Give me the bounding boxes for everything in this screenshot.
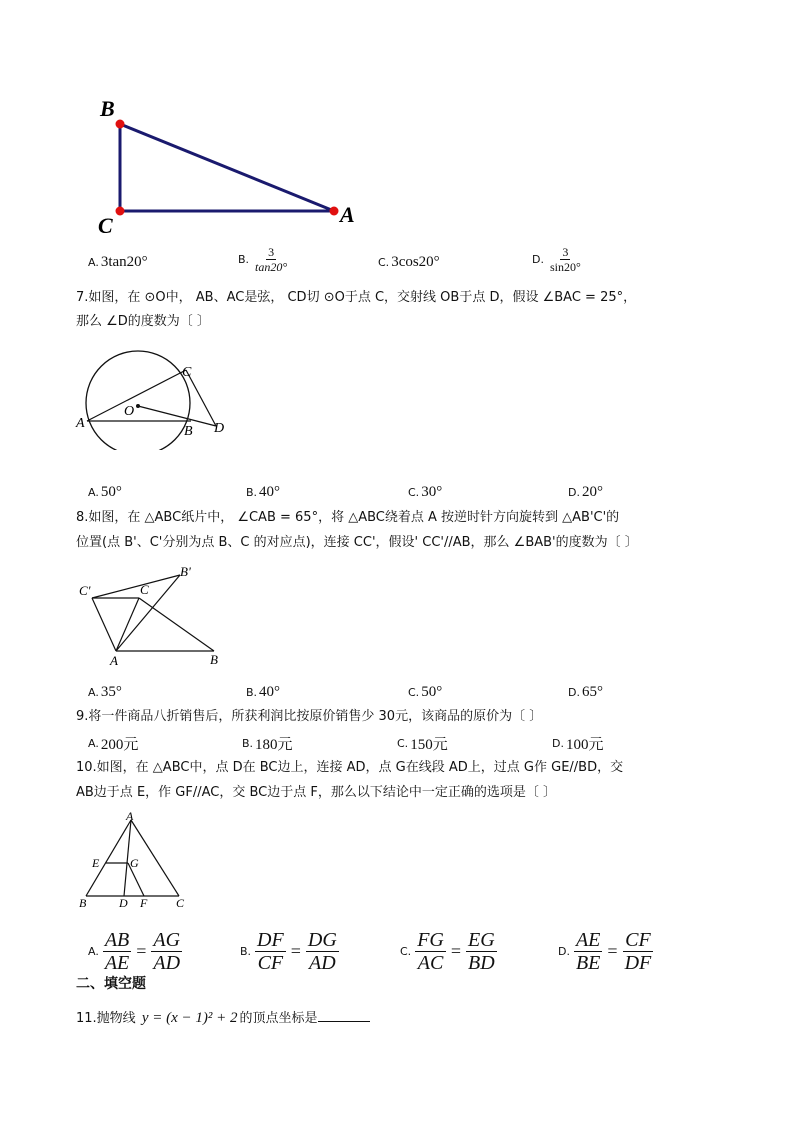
svg-text:C: C <box>182 365 192 380</box>
q10-option-c[interactable]: C. $\frac{FG}{AC}$ = $\frac{EG}{BD}$ <box>400 929 495 974</box>
q6-b-fraction: $\frac{3}{\tan 20^\circ}$ <box>255 245 288 274</box>
q8-option-b[interactable]: B. 40° <box>246 684 281 700</box>
q6-d-fraction: $\frac{3}{\sin 20^\circ}$ <box>549 245 581 274</box>
svg-text:G: G <box>130 856 139 870</box>
vertex-c-label: C <box>98 213 113 238</box>
triangle-bca-figure <box>90 90 380 240</box>
circle-tangent-figure <box>74 350 244 450</box>
q6-option-b[interactable]: B. $\frac{3}{\tan 20^\circ}$ <box>238 245 288 274</box>
q6-option-a[interactable]: A. 3tan20° <box>88 254 148 270</box>
q10-text-line2: AB边于点 E，作 GF//AC，交 BC边于点 F，那么以下结论中一定正确的选项是〔 〕 <box>76 785 556 800</box>
q7-option-c[interactable]: C. 30° <box>408 484 443 500</box>
vertex-b-label: B <box>100 96 115 121</box>
section-title: 二、填空题 <box>76 976 146 992</box>
svg-text:A: A <box>126 809 134 823</box>
q10-text-line1: 10.如图，在 △ABC中，点 D在 BC边上，连接 AD，点 G在线段 AD上，过点 G作 GE//BD，交 <box>76 760 624 775</box>
svg-text:B': B' <box>180 564 191 579</box>
q9-option-b[interactable]: B. 180元 <box>242 737 293 753</box>
svg-text:D: D <box>214 421 225 436</box>
svg-text:B: B <box>184 424 193 439</box>
q11-text: 11.抛物线 y = (x − 1)² + 2 的顶点坐标是 <box>76 1007 370 1029</box>
q7-text-line2: 那么 ∠D的度数为〔 〕 <box>76 314 210 329</box>
svg-text:O: O <box>124 404 135 419</box>
q10-option-a[interactable]: A. $\frac{AB}{AE}$ = $\frac{AG}{AD}$ <box>88 929 181 974</box>
q11-formula: y = (x − 1)² + 2 <box>141 1010 238 1026</box>
q7-option-d[interactable]: D. 20° <box>568 484 603 500</box>
q9-text-line1: 9.将一件商品八折销售后，所获利润比按原价销售少 30元，该商品的原价为〔 〕 <box>76 709 543 724</box>
triangle-parallel-figure <box>76 808 196 912</box>
svg-text:F: F <box>140 896 148 910</box>
q7-option-b[interactable]: B. 40° <box>246 484 281 500</box>
q10-option-d[interactable]: D. $\frac{AE}{BE}$ = $\frac{CF}{DF}$ <box>558 929 652 974</box>
q8-option-c[interactable]: C. 50° <box>408 684 443 700</box>
q6-option-d[interactable]: D. $\frac{3}{\sin 20^\circ}$ <box>532 245 581 274</box>
q7-option-a[interactable]: A. 50° <box>88 484 122 500</box>
vertex-a-label: A <box>340 202 355 227</box>
svg-text:E: E <box>92 856 100 870</box>
svg-text:A: A <box>76 416 85 431</box>
q8-text-line1: 8.如图，在 △ABC纸片中， ∠CAB = 65°，将 △ABC绕着点 A 按逆时针方向旋转到 △AB'C'的 <box>76 510 620 525</box>
svg-text:C: C <box>140 582 149 597</box>
q10-option-b[interactable]: B. $\frac{DF}{CF}$ = $\frac{DG}{AD}$ <box>240 929 337 974</box>
svg-text:B: B <box>79 896 87 910</box>
q9-option-c[interactable]: C. 150元 <box>397 737 448 753</box>
q6-option-c[interactable]: C. 3cos20° <box>378 254 440 270</box>
rotation-triangle-figure <box>76 562 236 672</box>
q11-answer-blank[interactable] <box>318 1007 370 1022</box>
svg-text:C: C <box>176 896 185 910</box>
q8-text-line2: 位置(点 B'、C'分别为点 B、C 的对应点)，连接 CC'，假设' CC'//AB，那么 ∠BAB'的度数为〔 〕 <box>76 535 638 550</box>
svg-text:D: D <box>119 896 128 910</box>
q7-text-line1: 7.如图，在 ⊙O中， AB、AC是弦， CD切 ⊙O于点 C，交射线 OB于点 D，假设 ∠BAC = 25°， <box>76 290 637 305</box>
q9-option-d[interactable]: D. 100元 <box>552 737 604 753</box>
svg-text:C': C' <box>79 583 91 598</box>
q8-option-d[interactable]: D. 65° <box>568 684 603 700</box>
svg-text:B: B <box>210 652 218 667</box>
q9-option-a[interactable]: A. 200元 <box>88 737 139 753</box>
q8-option-a[interactable]: A. 35° <box>88 684 122 700</box>
svg-text:A: A <box>110 653 118 668</box>
